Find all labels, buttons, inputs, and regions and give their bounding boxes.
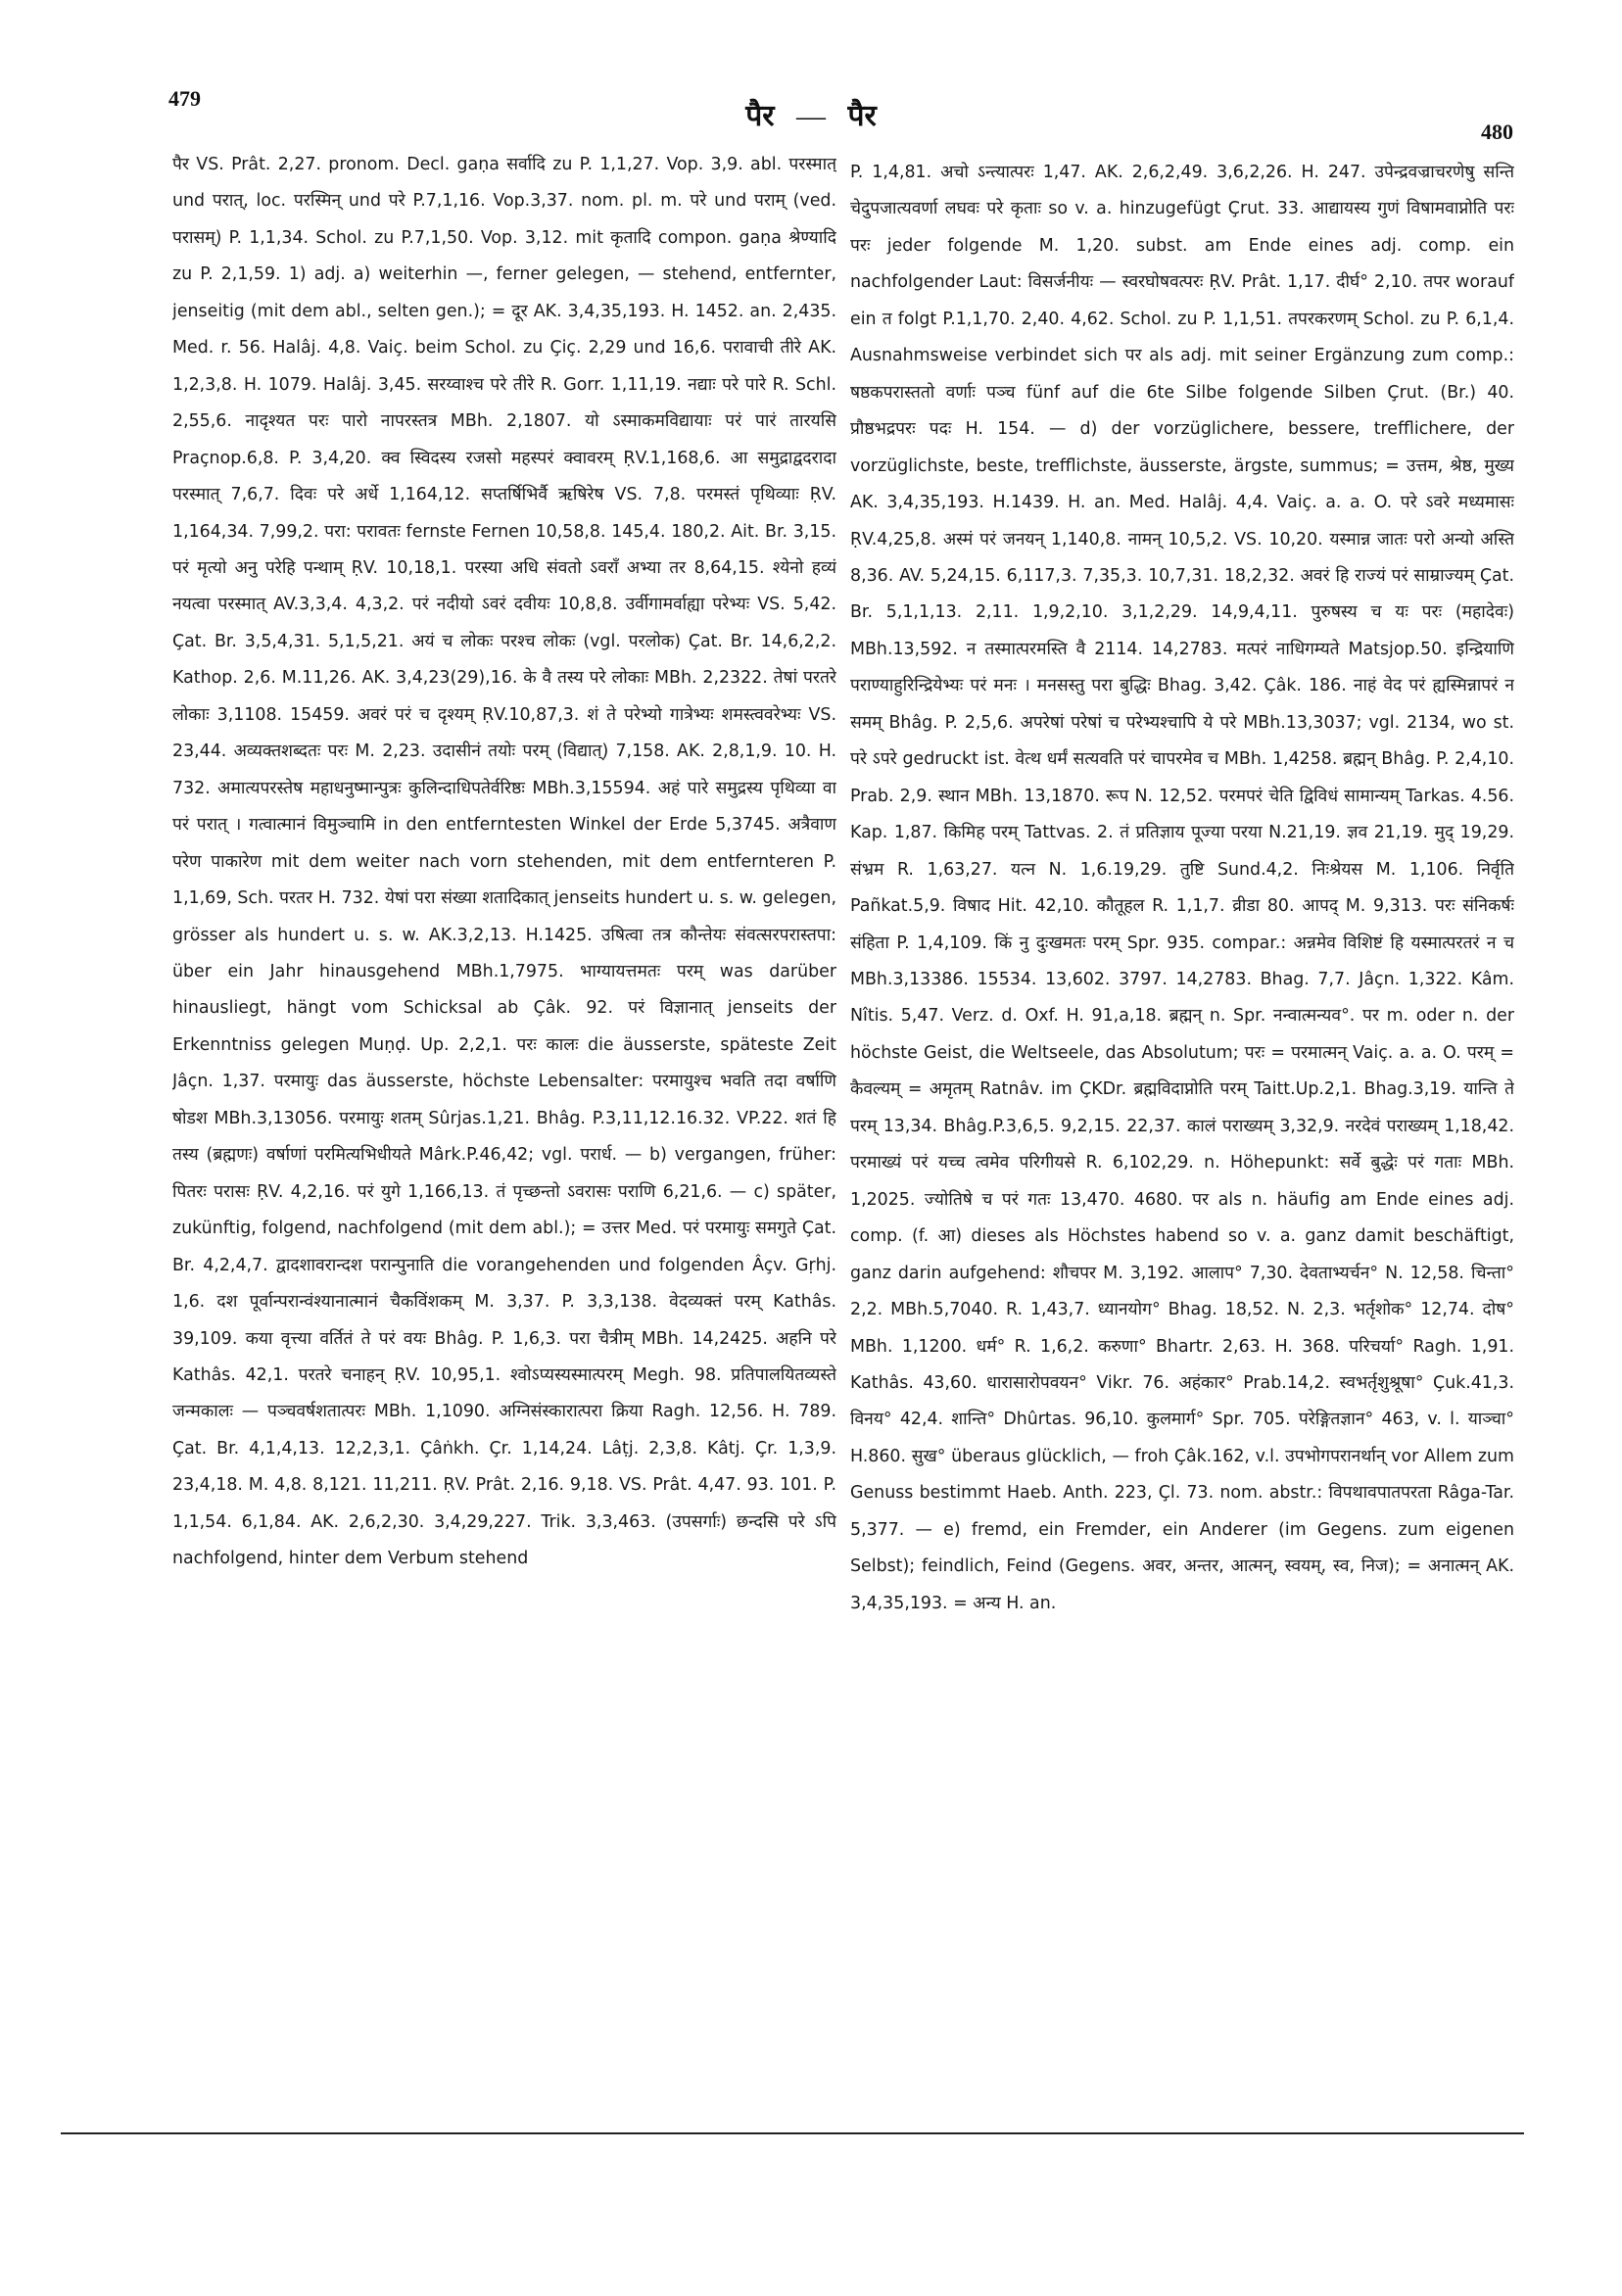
right-column-text: P. 1,4,81. अचो ऽन्त्यात्परः 1,47. AK. 2,6,2,49. 3,6,2,26. H. 247. उपेन्द्रवज्राचरणेषु सन्ति चेदुपजात्यवर्णा लघवः परे कृताः so v. a. hinzugefügt Çrut. 33. आद्यायस्य गुणं विषामवाप्नोति परः परः jeder folgende M. 1,20. subst. am Ende eines adj. comp. ein nachfolgender Laut: विसर्जनीयः — स्वरघोषवत्परः ṚV. Prât. 1,17. दीर्घ° 2,10. तपर worauf ein त folgt P.1,1,70. 2,40. 4,62. Schol. zu P. 1,1,51. तपरकरणम् Schol. zu P. 6,1,4. Ausnahmsweise verbindet sich पर als adj. mit seiner Ergänzung zum comp.: षष्ठकपरास्ततो वर्णाः पञ्च fünf auf die 6te Silbe folgende Silben Çrut. (Br.) 40. प्रौष्ठभद्रपरः पदः H. 154. — d) der vorzüglichere, bessere, trefflichere, der vorzüglichste, beste, trefflichste, äusserste, ärgste, summus; = उत्तम, श्रेष्ठ, मुख्य AK. 3,4,35,193. H.1439. H. an. Med. Halâj. 4,4. Vaiç. a. a. O. परे ऽवरे मध्यमासः ṚV.4,25,8. अस्मं परं जनयन् 1,140,8. नामन् 10,5,2. VS. 10,20. यस्मान्न जातः परो अन्यो अस्ति 8,36. AV. 5,24,15. 6,117,3. 7,35,3. 10,7,31. 18,2,32. अवरं हि राज्यं परं साम्राज्यम् Çat. Br. 5,1,1,13. 2,11. 1,9,2,10. 3,1,2,29. 14,9,4,11. पुरुषस्य च यः परः (महादेवः) MBh.13,592. न तस्मात्परमस्ति वै 2114. 14,2783. मत्परं नाधिगम्यते Matsjop.50. इन्द्रियाणि पराण्याहुरिन्द्रियेभ्यः परं मनः । मनसस्तु परा बुद्धिः Bhag. 3,42. Çâk. 186. नाहं वेद परं ह्यस्मिन्नापरं न समम् Bhâg. P. 2,5,6. अपरेषां परेषां च परेभ्यश्चापि ये परे MBh.13,3037; vgl. 2134, wo st. परे ऽपरे gedruckt ist. वेत्थ धर्मं सत्यवति परं चापरमेव च MBh. 1,4258. ब्रह्मन् Bhâg. P. 2,4,10. Prab. 2,9. स्थान MBh. 13,1870. रूप N. 12,52. परमपरं चेति द्विविधं सामान्यम् Tarkas. 4.56. Kap. 1,87. किमिह परम् Tattvas. 2. तं प्रतिज्ञाय पूज्या परया N.21,19. ज्ञव 21,19. मुद् 19,29. संभ्रम R. 1,63,27. यत्न N. 1,6.19,29. तुष्टि Sund.4,2. निःश्रेयस M. 1,106. निर्वृति Pañkat.5,9. विषाद Hit. 42,10. कौतूहल R. 1,1,7. व्रीडा 80. आपद् M. 9,313. परः संनिकर्षः संहिता P. 1,4,109. किं नु दुःखमतः परम् Spr. 935. compar.: अन्नमेव विशिष्टं हि यस्मात्परतरं न च MBh.3,13386. 15534. 13,602. 3797. 14,2783. Bhag. 7,7. Jâçn. 1,322. Kâm. Nîtis. 5,47. Verz. d. Oxf. H. 91,a,18. ब्रह्मन् n. Spr. नन्वात्मन्यव°. पर m. oder n. der höchste Geist, die Weltseele, das Absolutum; परः = परमात्मन् Vaiç. a. a. O. परम् = कैवल्यम् = अमृतम् Ratnâv. im ÇKDr. ब्रह्मविदाप्नोति परम् Taitt.Up.2,1. Bhag.3,19. यान्ति ते परम् 13,34. Bhâg.P.3,6,5. 9,2,15. 22,37. कालं पराख्यम् 3,32,9. नरदेवं पराख्यम् 1,18,42. परमाख्यं परं यच्च त्वमेव परिगीयसे R. 6,102,29. n. Höhepunkt: सर्वे बुद्धेः परं गताः MBh. 1,2025. ज्योतिषे च परं गतः 13,470. 4680. पर als n. häufig am Ende eines adj. comp. (f. आ) dieses als Höchstes habend so v. a. ganz damit beschäftigt, ganz darin aufgehend: शौचपर M. 3,192. आलाप° 7,30. देवताभ्यर्चन° N. 12,58. चिन्ता° 2,2. MBh.5,7040. R. 1,43,7. ध्यानयोग° Bhag. 18,52. N. 2,3. भर्तृशोक° 12,74. दोष° MBh. 1,1200. धर्म° R. 1,6,2. करुणा° Bhartr. 2,63. H. 368. परिचर्या° Ragh. 1,91. Kathâs. 43,60. धारासारोपवयन° Vikr. 76. अहंकार° Prab.14,2. स्वभर्तृशुश्रूषा° Çuk.41,3. विनय° 42,4. शान्ति° Dhûrtas. 96,10. कुलमार्ग° Spr. 705. परेङ्गितज्ञान° 463, v. l. याञ्चा° H.860. सुख° überaus glücklich, — froh Çâk.162, v.l. उपभोगपरानर्थान् vor Allem zum Genuss bestimmt Haeb. Anth. 223, Çl. 73. nom. abstr.: विपथावपातपरता Râga-Tar. 5,377. — e) fremd, ein Fremder, ein Anderer (im Gegens. zum eigenen Selbst); feindlich, Feind (Gegens. अवर, अन्तर, आत्मन्, स्वयम्, स्व, निज); = अनात्मन् AK. 3,4,35,193. = अन्य H. an. (850, 163, 1514, 1613)
page-number-right: 480 (1481, 120, 1513, 144)
right-column (850, 155, 1514, 2006)
page-number-left: 479 (168, 86, 201, 111)
running-head-second: पैर (847, 99, 877, 133)
running-head-first: पैर (745, 99, 775, 133)
left-column (172, 147, 836, 1998)
running-head-dash: — (796, 100, 826, 132)
left-column-text: पैर VS. Prât. 2,27. pronom. Decl. gaṇa सर्वादि zu P. 1,1,27. Vop. 3,9. abl. परस्मात् und परात्, loc. परस्मिन् und परे P.7,1,16. Vop.3,37. nom. pl. m. परे und पराम् (ved. परासम्) P. 1,1,34. Schol. zu P.7,1,50. Vop. 3,12. mit कृतादि compon. gaṇa श्रेण्यादि zu P. 2,1,59. 1) adj. a) weiterhin —, ferner gelegen, — stehend, entfernter, jenseitig (mit dem abl., selten gen.); = दूर AK. 3,4,35,193. H. 1452. an. 2,435. Med. r. 56. Halâj. 4,8. Vaiç. beim Schol. zu Çiç. 2,29 und 16,6. परावाची तीरे AK. 1,2,3,8. H. 1079. Halâj. 3,45. सरय्वाश्च परे तीरे R. Gorr. 1,11,19. नद्याः परे पारे R. Schl. 2,55,6. नादृश्यत परः पारो नापरस्तत्र MBh. 2,1807. यो ऽस्माकमविद्यायाः परं पारं तारयसि Praçnop.6,8. P. 3,4,20. क्व स्विदस्य रजसो महस्परं क्वावरम् ṚV.1,168,6. आ समुद्राद्वदरादा परस्मात् 7,6,7. दिवः परे अर्धे 1,164,12. सप्तर्षिभिर्वै ऋषिरेष VS. 7,8. परमस्तं पृथिव्याः ṚV. 1,164,34. 7,99,2. परा: परावतः fernste Fernen 10,58,8. 145,4. 180,2. Ait. Br. 3,15. परं मृत्यो अनु परेहि पन्थाम् ṚV. 10,18,1. परस्या अधि संवतो ऽवराँ अभ्या तर 8,64,15. श्येनो हव्यं नयत्वा परस्मात् AV.3,3,4. 4,3,2. परं नदीयो ऽवरं दवीयः 10,8,8. उर्वीगामर्वाह्या परेभ्यः VS. 5,42. Çat. Br. 3,5,4,31. 5,1,5,21. अयं च लोकः परश्च लोकः (vgl. परलोक) Çat. Br. 14,6,2,2. Kathop. 2,6. M.11,26. AK. 3,4,23(29),16. के वै तस्य परे लोकाः MBh. 2,2322. तेषां परतरे लोकाः 3,1108. 15459. अवरं परं च दृश्यम् ṚV.10,87,3. शं ते परेभ्यो गात्रेभ्यः शमस्त्ववरेभ्यः VS. 23,44. अव्यक्तशब्दतः परः M. 2,23. उदासीनं तयोः परम् (विद्यात्) 7,158. AK. 2,8,1,9. 10. H. 732. अमात्यपरस्तेष महाधनुष्मान्पुत्रः कुलिन्दाधिपतेर्वरिष्ठः MBh.3,15594. अहं पारे समुद्रस्य पृथिव्या वा परं परात् । गत्वात्मानं विमुञ्चामि in den entferntesten Winkel der Erde 5,3745. अत्रैवाण परेण पाकारेण mit dem weiter nach vorn stehenden, mit dem entfernteren P. 1,1,69, Sch. परतर H. 732. येषां परा संख्या शतादिकात् jenseits hundert u. s. w. gelegen, grösser als hundert u. s. w. AK.3,2,13. H.1425. उषित्वा तत्र कौन्तेयः संवत्सरपरास्तपा: über ein Jahr hinausgehend MBh.1,7975. भाग्यायत्तमतः परम् was darüber hinausliegt, hängt vom Schicksal ab Çâk. 92. परं विज्ञानात् jenseits der Erkenntniss gelegen Muṇḍ. Up. 2,2,1. परः कालः die äusserste, späteste Zeit Jâçn. 1,37. परमायुः das äusserste, höchste Lebensalter: परमायुश्च भवति तदा वर्षाणि षोडश MBh.3,13056. परमायुः शतम् Sûrjas.1,21. Bhâg. P.3,11,12.16.32. VP.22. शतं हि तस्य (ब्रह्मणः) वर्षाणां परमित्यभिधीयते Mârk.P.46,42; vgl. परार्ध. — b) vergangen, früher: पितरः परासः ṚV. 4,2,16. परं युगे 1,166,13. तं पृच्छन्तो ऽवरासः पराणि 6,21,6. — c) später, zukünftig, folgend, nachfolgend (mit dem abl.); = उत्तर Med. परं परमायुः समगुते Çat. Br. 4,2,4,7. द्वादशावरान्दश परान्पुनाति die vorangehenden und folgenden Âçv. Gṛhj. 1,6. दश पूर्वान्परान्वंश्यानात्मानं चैकविंशकम् M. 3,37. P. 3,3,138. वेदव्यक्तं परम् Kathâs. 39,109. कया वृत्त्या वर्तितं ते परं वयः Bhâg. P. 1,6,3. परा चैत्रीम् MBh. 14,2425. अहनि परे Kathâs. 42,1. परतरे चनाहन् ṚV. 10,95,1. श्वोऽप्यस्यस्मात्परम् Megh. 98. प्रतिपालयितव्यस्ते जन्मकालः — पञ्चवर्षशतात्परः MBh. 1,1090. अग्निसंस्कारात्परा क्रिया Ragh. 12,56. H. 789. Çat. Br. 4,1,4,13. 12,2,3,1. Çâṅkh. Çr. 1,14,24. Lâṭj. 2,3,8. Kâtj. Çr. 1,3,9. 23,4,18. M. 4,8. 8,121. 11,211. ṚV. Prât. 2,16. 9,18. VS. Prât. 4,47. 93. 101. P. 1,1,54. 6,1,84. AK. 2,6,2,30. 3,4,29,227. Trik. 3,3,463. (उपसर्गाः) छन्दसि परे ऽपि nachfolgend, hinter dem Verbum stehend (172, 155, 836, 1569)
running-head (0, 94, 1622, 134)
bottom-rule (61, 2132, 1524, 2134)
